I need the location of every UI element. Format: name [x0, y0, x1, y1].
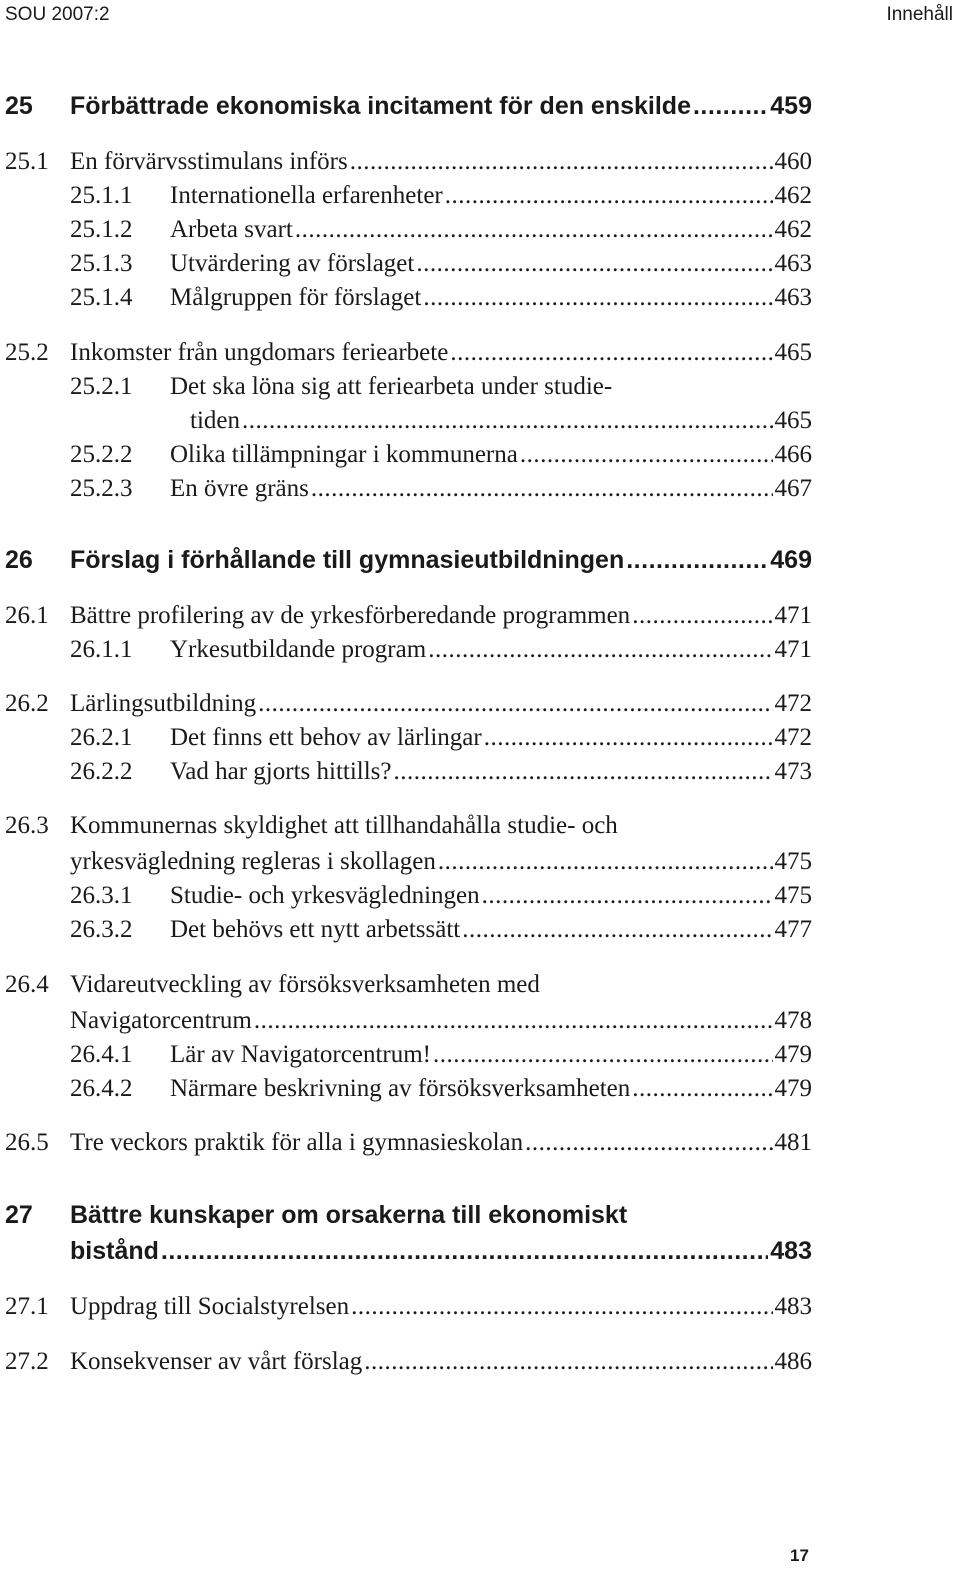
- toc-title-line-1: Kommunernas skyldighet att tillhandahålla studie- och: [70, 812, 618, 839]
- toc-page: 472: [774, 724, 812, 751]
- running-header-left: SOU 2007:2: [5, 4, 110, 25]
- toc-dot-leader: [693, 92, 768, 121]
- toc-page: 475: [774, 882, 812, 909]
- toc-page: 463: [774, 250, 812, 277]
- toc-dot-leader: [484, 724, 773, 752]
- toc-dot-leader: [438, 848, 773, 876]
- toc-leader-line: [170, 758, 812, 786]
- toc-dot-leader: [394, 758, 773, 786]
- toc-number: 26.4.2: [70, 1075, 133, 1102]
- toc-leader-line: [70, 148, 812, 176]
- toc-leader-line: [170, 216, 812, 244]
- toc-title: En övre gräns: [170, 475, 309, 502]
- toc-page: 465: [774, 407, 812, 434]
- toc-dot-leader: [350, 148, 773, 176]
- toc-title: Lärlingsutbildning: [70, 690, 257, 717]
- toc-leader-line: [70, 690, 812, 718]
- toc-number: 25.1.2: [70, 216, 133, 243]
- toc-page: 473: [774, 758, 812, 785]
- toc-page: 469: [770, 546, 812, 574]
- toc-dot-leader: [364, 1348, 772, 1376]
- toc-leader-line: [70, 848, 812, 876]
- toc-leader-line: [170, 916, 812, 944]
- toc-number: 26.3: [5, 812, 49, 839]
- toc-title-line-1: Vidareutveckling av försöksverksamheten med: [70, 971, 540, 998]
- toc-dot-leader: [632, 602, 772, 630]
- toc-number: 25.2.3: [70, 475, 133, 502]
- toc-dot-leader: [462, 916, 772, 944]
- toc-dot-leader: [445, 182, 773, 210]
- toc-title: Inkomster från ungdomars feriearbete: [70, 339, 449, 366]
- toc-number: 25: [5, 92, 33, 120]
- toc-page: 465: [774, 339, 812, 366]
- toc-leader-line: [170, 882, 812, 910]
- toc-number: 26.3.1: [70, 882, 133, 909]
- toc-page: 471: [774, 602, 812, 629]
- toc-title-line-2: yrkesvägledning regleras i skollagen: [70, 848, 436, 875]
- toc-page: 475: [774, 848, 812, 875]
- toc-title: Förslag i förhållande till gymnasieutbildningen: [70, 546, 625, 574]
- toc-leader-line: [170, 182, 812, 210]
- toc-title: Konsekvenser av vårt förslag: [70, 1348, 363, 1375]
- toc-page: 467: [774, 475, 812, 502]
- toc-page: 486: [774, 1348, 812, 1375]
- toc-page: 460: [774, 148, 812, 175]
- toc-title: Olika tillämpningar i kommunerna: [170, 441, 518, 468]
- toc-page: 472: [774, 690, 812, 717]
- toc-title: Målgruppen för förslaget: [170, 284, 422, 311]
- toc-title: En förvärvsstimulans införs: [70, 148, 348, 175]
- toc-number: 27.2: [5, 1348, 49, 1375]
- toc-page: 459: [770, 92, 812, 120]
- toc-number: 26.4.1: [70, 1041, 133, 1068]
- toc-leader-line: [70, 602, 812, 630]
- toc-leader-line: [170, 250, 812, 278]
- toc-number: 25.1.1: [70, 182, 133, 209]
- toc-title: Tre veckors praktik för alla i gymnasieskolan: [70, 1129, 524, 1156]
- toc-number: 26: [5, 546, 33, 574]
- toc-leader-line: [70, 92, 812, 121]
- toc-leader-line: [170, 284, 812, 312]
- toc-page: 471: [774, 636, 812, 663]
- toc-dot-leader: [450, 339, 772, 367]
- toc-leader-line: [70, 1237, 812, 1266]
- toc-number: 25.1: [5, 148, 49, 175]
- toc-page: 481: [774, 1129, 812, 1156]
- toc-title: Det finns ett behov av lärlingar: [170, 724, 482, 751]
- toc-leader-line: [170, 441, 812, 469]
- page-number: 17: [790, 1546, 809, 1565]
- toc-dot-leader: [258, 690, 772, 718]
- toc-leader-line: [170, 475, 812, 503]
- toc-dot-leader: [311, 475, 773, 503]
- toc-page: 479: [774, 1041, 812, 1068]
- toc-page: 462: [774, 216, 812, 243]
- toc-title: Närmare beskrivning av försöksverksamheten: [170, 1075, 631, 1102]
- toc-dot-leader: [351, 1293, 772, 1321]
- toc-number: 26.1: [5, 602, 49, 629]
- toc-leader-line: [70, 546, 812, 575]
- toc-page: 463: [774, 284, 812, 311]
- toc-title: Vad har gjorts hittills?: [170, 758, 392, 785]
- toc-leader-line: [170, 636, 812, 664]
- toc-title-line-1: Bättre kunskaper om orsakerna till ekonomiskt: [70, 1201, 628, 1229]
- toc-leader-line: [70, 1293, 812, 1321]
- toc-title: Bättre profilering av de yrkesförberedande programmen: [70, 602, 631, 629]
- toc-dot-leader: [428, 636, 772, 664]
- toc-title-line-2: Navigatorcentrum: [70, 1007, 252, 1034]
- toc-dot-leader: [632, 1075, 772, 1103]
- toc-number: 26.1.1: [70, 636, 133, 663]
- toc-leader-line: [70, 1007, 812, 1035]
- toc-dot-leader: [520, 441, 773, 469]
- toc-title: Arbeta svart: [170, 216, 293, 243]
- toc-leader-line: [70, 339, 812, 367]
- running-header-right: Innehåll: [886, 4, 953, 25]
- toc-number: 25.2.1: [70, 373, 133, 400]
- toc-dot-leader: [295, 216, 773, 244]
- toc-number: 27: [5, 1201, 33, 1229]
- toc-dot-leader: [416, 250, 772, 278]
- toc-page: 479: [774, 1075, 812, 1102]
- toc-title: Utvärdering av förslaget: [170, 250, 415, 277]
- toc-title: Internationella erfarenheter: [170, 182, 443, 209]
- toc-leader-line: [70, 1129, 812, 1157]
- toc-leader-line: [70, 1348, 812, 1376]
- toc-number: 26.2.1: [70, 724, 133, 751]
- toc-page: 477: [774, 916, 812, 943]
- toc-page: 483: [770, 1237, 812, 1265]
- toc-page: 466: [774, 441, 812, 468]
- toc-title: Studie- och yrkesvägledningen: [170, 882, 480, 909]
- toc-dot-leader: [161, 1237, 768, 1266]
- toc-title-line-2: tiden: [190, 407, 240, 434]
- toc-dot-leader: [626, 546, 768, 575]
- toc-number: 26.3.2: [70, 916, 133, 943]
- toc-number: 26.2: [5, 690, 49, 717]
- toc-leader-line: [190, 407, 812, 435]
- toc-number: 25.1.3: [70, 250, 133, 277]
- toc-page: 483: [774, 1293, 812, 1320]
- toc-title: Yrkesutbildande program: [170, 636, 427, 663]
- toc-number: 25.1.4: [70, 284, 133, 311]
- toc-number: 25.2: [5, 339, 49, 366]
- toc-dot-leader: [254, 1007, 773, 1035]
- toc-number: 27.1: [5, 1293, 49, 1320]
- toc-leader-line: [170, 724, 812, 752]
- toc-page: 462: [774, 182, 812, 209]
- toc-dot-leader: [482, 882, 773, 910]
- toc-page: 478: [774, 1007, 812, 1034]
- toc-dot-leader: [242, 407, 773, 435]
- toc-number: 26.5: [5, 1129, 49, 1156]
- toc-leader-line: [170, 1075, 812, 1103]
- toc-dot-leader: [525, 1129, 772, 1157]
- toc-title-line-2: bistånd: [70, 1237, 159, 1265]
- toc-title: Det behövs ett nytt arbetssätt: [170, 916, 461, 943]
- toc-title: Uppdrag till Socialstyrelsen: [70, 1293, 350, 1320]
- toc-number: 26.2.2: [70, 758, 133, 785]
- toc-leader-line: [170, 1041, 812, 1069]
- toc-title: Lär av Navigatorcentrum!: [170, 1041, 431, 1068]
- toc-dot-leader: [423, 284, 772, 312]
- toc-number: 26.4: [5, 971, 49, 998]
- toc-title: Förbättrade ekonomiska incitament för den enskilde: [70, 92, 691, 120]
- toc-title-line-1: Det ska löna sig att feriearbeta under studie-: [170, 373, 613, 400]
- toc-number: 25.2.2: [70, 441, 133, 468]
- toc-dot-leader: [433, 1041, 773, 1069]
